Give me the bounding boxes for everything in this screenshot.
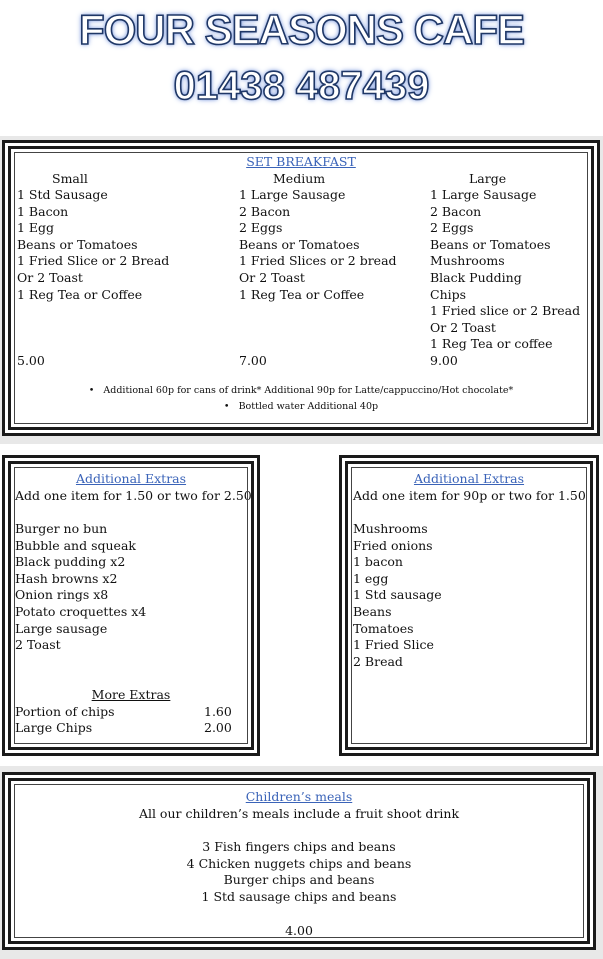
list-item: Mushrooms bbox=[430, 253, 505, 269]
children-price: 4.00 bbox=[285, 923, 313, 938]
list-item: Fried onions bbox=[353, 537, 433, 553]
list-item: Beans or Tomatoes bbox=[17, 236, 138, 252]
list-item: 1 Std Sausage bbox=[17, 187, 108, 202]
list-item: Burger chips and beans bbox=[223, 872, 375, 888]
list-item: Hash browns x2 bbox=[15, 570, 118, 586]
extras-left-box bbox=[2, 455, 260, 756]
extras-right-items bbox=[353, 521, 442, 670]
small-heading: Small bbox=[52, 171, 88, 186]
water-note: • Bottled water Additional 40p bbox=[223, 401, 379, 412]
list-item: 1 Std sausage chips and beans bbox=[201, 888, 397, 904]
medium-heading: Medium bbox=[273, 171, 326, 186]
list-item: 1 Reg Tea or Coffee bbox=[17, 286, 143, 302]
children-subheading: All our children’s meals include a fruit shoot drink bbox=[138, 806, 460, 821]
list-item: 2 Bread bbox=[353, 653, 403, 669]
list-item: 1 Egg bbox=[17, 220, 55, 236]
small-price: 5.00 bbox=[17, 353, 45, 368]
set-breakfast-heading: SET BREAKFAST bbox=[246, 154, 356, 169]
medium-items bbox=[239, 187, 397, 303]
list-item: Beans bbox=[353, 603, 392, 619]
list-item: 1 Fried Slice or 2 Bread bbox=[17, 253, 170, 269]
extras-left-offer: Add one item for 1.50 or two for 2.50 bbox=[15, 488, 252, 503]
list-item: 2 Bacon bbox=[430, 203, 482, 219]
list-item: Or 2 Toast bbox=[17, 269, 83, 285]
list-item: 4 Chicken nuggets chips and beans bbox=[186, 855, 412, 871]
list-item: Potato croquettes x4 bbox=[15, 603, 147, 619]
list-item: 1 bacon bbox=[353, 554, 403, 570]
list-item: 1 Large Sausage bbox=[239, 187, 346, 202]
list-item: Bubble and squeak bbox=[15, 537, 136, 553]
more-extra-price: 1.60 bbox=[204, 704, 232, 719]
list-item: 1 Bacon bbox=[17, 203, 69, 219]
children-meals-box bbox=[2, 772, 596, 950]
list-item: 1 Std sausage bbox=[353, 587, 442, 603]
more-extra-price: 2.00 bbox=[204, 720, 232, 735]
cafe-name: FOUR SEASONS CAFE bbox=[78, 6, 525, 53]
list-item: Large sausage bbox=[15, 620, 108, 636]
list-item: 2 Bacon bbox=[239, 203, 291, 219]
list-item: Tomatoes bbox=[353, 620, 414, 636]
drinks-note: • Additional 60p for cans of drink* Additional 90p for Latte/cappuccino/Hot chocolate* bbox=[88, 385, 514, 396]
list-item: 2 Eggs bbox=[430, 220, 474, 236]
list-item: 1 Reg Tea or coffee bbox=[430, 336, 553, 352]
bullet-icon: • bbox=[88, 385, 104, 396]
extras-left-heading: Additional Extras bbox=[75, 471, 187, 486]
list-item: Or 2 Toast bbox=[430, 319, 496, 335]
extras-left-items bbox=[15, 521, 146, 654]
children-items bbox=[5, 839, 593, 905]
phone-number: 01438 487439 bbox=[173, 64, 430, 108]
list-item: 1 egg bbox=[353, 570, 389, 586]
list-item: 1 Fried Slice bbox=[353, 637, 434, 653]
medium-price: 7.00 bbox=[239, 353, 267, 368]
list-item: 2 Toast bbox=[15, 637, 61, 653]
extras-right-heading: Additional Extras bbox=[413, 471, 525, 486]
list-item: 1 Fried Slices or 2 bread bbox=[239, 253, 397, 269]
list-item: Or 2 Toast bbox=[239, 269, 305, 285]
list-item: Chips bbox=[430, 286, 467, 302]
large-items bbox=[430, 187, 580, 353]
list-item: Mushrooms bbox=[353, 521, 428, 536]
extras-right-offer: Add one item for 90p or two for 1.50 bbox=[353, 488, 586, 503]
bullet-icon: • bbox=[223, 401, 239, 412]
list-item: 1 Fried slice or 2 Bread bbox=[430, 303, 581, 319]
list-item: Onion rings x8 bbox=[15, 587, 109, 603]
more-extra-item: Large Chips bbox=[15, 720, 93, 735]
list-item: 1 Reg Tea or Coffee bbox=[239, 286, 365, 302]
list-item: 1 Large Sausage bbox=[430, 187, 537, 202]
large-heading: Large bbox=[469, 171, 507, 186]
list-item: Beans or Tomatoes bbox=[239, 236, 360, 252]
list-item: Beans or Tomatoes bbox=[430, 236, 551, 252]
small-items bbox=[17, 187, 169, 303]
list-item: Black Pudding bbox=[430, 269, 522, 285]
list-item: Burger no bun bbox=[15, 521, 108, 536]
list-item: 2 Eggs bbox=[239, 220, 283, 236]
list-item: 3 Fish fingers chips and beans bbox=[202, 839, 396, 854]
list-item: Black pudding x2 bbox=[15, 554, 126, 570]
more-extra-item: Portion of chips bbox=[15, 704, 115, 719]
set-breakfast-box bbox=[2, 140, 600, 436]
large-price: 9.00 bbox=[430, 353, 458, 368]
more-extras-heading: More Extras bbox=[91, 687, 171, 702]
header bbox=[0, 0, 603, 136]
children-heading: Children’s meals bbox=[245, 789, 353, 804]
extras-right-box bbox=[339, 455, 599, 756]
